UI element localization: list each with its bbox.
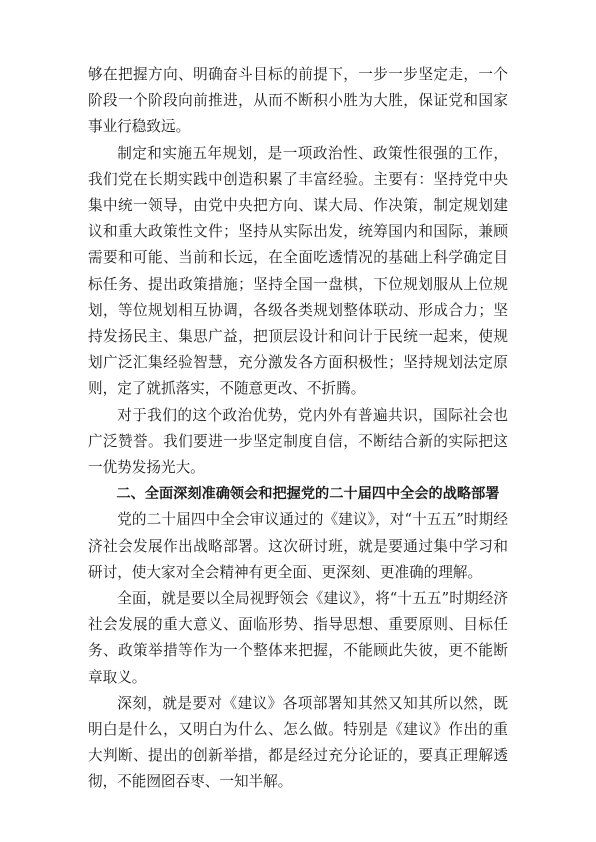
body-paragraph: 深刻，就是要对《建议》各项部署知其然又知其所以然，既明白是什么，又明白为什么、怎么做。特别是《建议》作出的重大判断、提出的创新举措，都是经过充分论证的，要真正理解透彻，不能囫囵吞枣、一知半解。 bbox=[88, 694, 508, 791]
body-paragraph: 对于我们的这个政治优势，党内外有普遍共识，国际社会也广泛赞誉。我们要进一步坚定制度自信，不断结合新的实际把这一优势发扬光大。 bbox=[88, 406, 508, 477]
body-paragraph: 全面，就是要以全局视野领会《建议》，将“十五五”时期经济社会发展的重大意义、面临形势、指导思想、重要原则、目标任务、政策举措等作为一个整体来把握，不能顾此失彼，更不能断章取义。 bbox=[88, 590, 508, 686]
body-paragraph: 够在把握方向、明确奋斗目标的前提下，一步一步坚定走，一个阶段一个阶段向前推进，从而不断积小胜为大胜，保证党和国家事业行稳致远。 bbox=[88, 66, 508, 136]
document-page bbox=[88, 62, 508, 796]
section-heading: 二、全面深刻准确领会和把握党的二十届四中全会的战略部署 bbox=[116, 486, 500, 503]
body-paragraph: 制定和实施五年规划，是一项政治性、政策性很强的工作，我们党在长期实践中创造积累了丰富经验。主要有：坚持党中央集中统一领导，由党中央把方向、谋大局、作决策，制定规划建议和重大政策性文件；坚持从实际出发，统筹国内和国际，兼顾需要和可能、当前和长远，在全面吃透情况的基础上科学确定目标任务、提出政策措施；坚持全国一盘棋，下位规划服从上位规划，等位规划相互协调，各级各类规划整体联动、形成合力；坚持发扬民主、集思广益，把顶层设计和问计于民统一起来，使规划广泛汇集经验智慧，充分激发各方面积极性；坚持规划法定原则，定了就抓落实，不随意更改、不折腾。 bbox=[88, 144, 508, 398]
body-paragraph: 党的二十届四中全会审议通过的《建议》，对“十五五”时期经济社会发展作出战略部署。这次研讨班，就是要通过集中学习和研讨，使大家对全会精神有更全面、更深刻、更准确的理解。 bbox=[88, 511, 508, 581]
